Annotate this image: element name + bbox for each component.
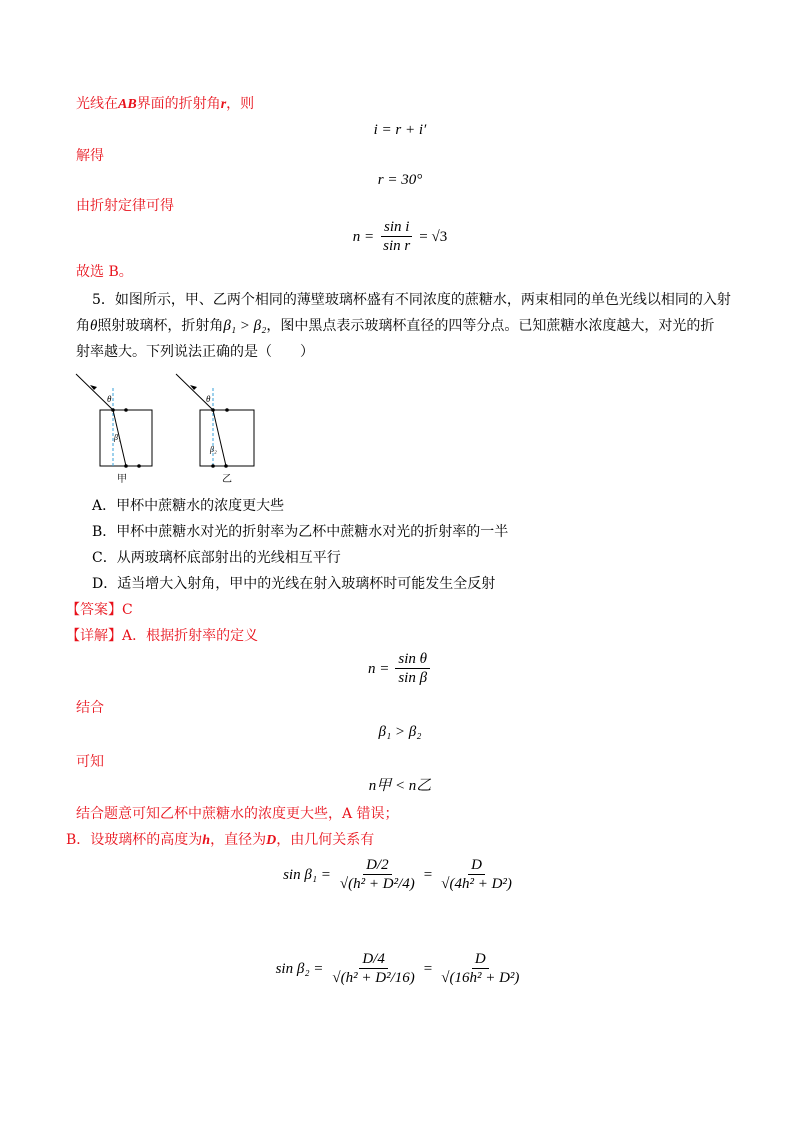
option-b: B．甲杯中蔗糖水对光的折射率为乙杯中蔗糖水对光的折射率的一半 bbox=[92, 524, 509, 540]
equation-beta-compare: β₁ > β₂ bbox=[378, 724, 422, 740]
equation-sin-beta1: sin β₁ = $\frac{D/2}{\text{√(h² + D²/4)}}$ = $\frac{D}{\text{√(4h² + D²)}}$ bbox=[283, 857, 512, 892]
cup-a bbox=[100, 410, 152, 466]
dot-a-bottom-1 bbox=[124, 464, 128, 468]
option-a: A．甲杯中蔗糖水的浓度更大些 bbox=[92, 498, 285, 514]
line-know: 可知 bbox=[76, 754, 104, 770]
beta1-label: β₁ bbox=[114, 433, 121, 442]
solution-line-choose-b: 故选 B。 bbox=[76, 264, 133, 280]
theta-label-a: θ bbox=[107, 394, 112, 404]
equation-snell: n = $\frac{\text{sin i}}{\text{sin r}}$ = √3 bbox=[352, 219, 448, 254]
incident-ray-b bbox=[176, 374, 213, 410]
dot-a-bottom-2 bbox=[137, 464, 141, 468]
equation-refractive-index-definition: n = $\frac{\text{sin θ}}{\text{sin β}}$ bbox=[0, 650, 800, 687]
beta2-label: β₂ bbox=[210, 445, 217, 454]
label-jia: 甲 bbox=[117, 474, 127, 485]
answer-label: 【答案】C bbox=[66, 602, 133, 618]
equation-n-compare: n甲 < n乙 bbox=[368, 778, 432, 794]
solution-line-solve: 解得 bbox=[76, 148, 104, 164]
question-text-line2: 角θ照射玻璃杯，折射角β₁ > β₂，图中黑点表示玻璃杯直径的四等分点。已知蔗糖水浓度越大，对光的折 bbox=[76, 318, 715, 334]
dot-b-top-2 bbox=[225, 408, 229, 412]
option-d: D．适当增大入射角，甲中的光线在射入玻璃杯时可能发生全反射 bbox=[92, 576, 496, 592]
incident-ray-a bbox=[76, 374, 113, 410]
cup-b bbox=[200, 410, 254, 466]
dot-a-top-2 bbox=[124, 408, 128, 412]
equation-sin-beta2: sin β₂ = $\frac{D/4}{\text{√(h² + D²/16)}}$ = $\frac{D}{\text{√(16h² + D²)}}$ bbox=[275, 951, 520, 986]
detail-label: 【详解】A．根据折射率的定义 bbox=[66, 628, 259, 644]
label-yi: 乙 bbox=[222, 474, 232, 485]
line-combine: 结合 bbox=[76, 700, 104, 716]
dot-b-bottom-1 bbox=[224, 464, 228, 468]
conclusion-a: 结合题意可知乙杯中蔗糖水的浓度更大些，A 错误； bbox=[76, 806, 399, 822]
question-text-line3: 射率越大。下列说法正确的是（ ） bbox=[76, 344, 314, 360]
dot-b-bottom-2 bbox=[211, 464, 215, 468]
dot-a-top-1 bbox=[111, 408, 115, 412]
option-c: C．从两玻璃杯底部射出的光线相互平行 bbox=[92, 550, 341, 566]
theta-label-b: θ bbox=[206, 394, 211, 404]
solution-line-refraction-angle: 光线在AB界面的折射角r，则 bbox=[76, 96, 255, 112]
equation-angle-sum: i = r + i′ bbox=[373, 122, 427, 138]
dot-b-top-1 bbox=[211, 408, 215, 412]
solution-line-snell: 由折射定律可得 bbox=[76, 198, 174, 214]
b-setup-line: B．设玻璃杯的高度为h，直径为D，由几何关系有 bbox=[66, 832, 375, 848]
question-text-line1: 5．如图所示，甲、乙两个相同的薄壁玻璃杯盛有不同浓度的蔗糖水，两束相同的单色光线以相同的入射 bbox=[92, 292, 731, 308]
equation-r-value: r = 30° bbox=[377, 172, 423, 188]
glass-cup-figure bbox=[70, 368, 270, 490]
refracted-ray-b bbox=[213, 410, 226, 466]
